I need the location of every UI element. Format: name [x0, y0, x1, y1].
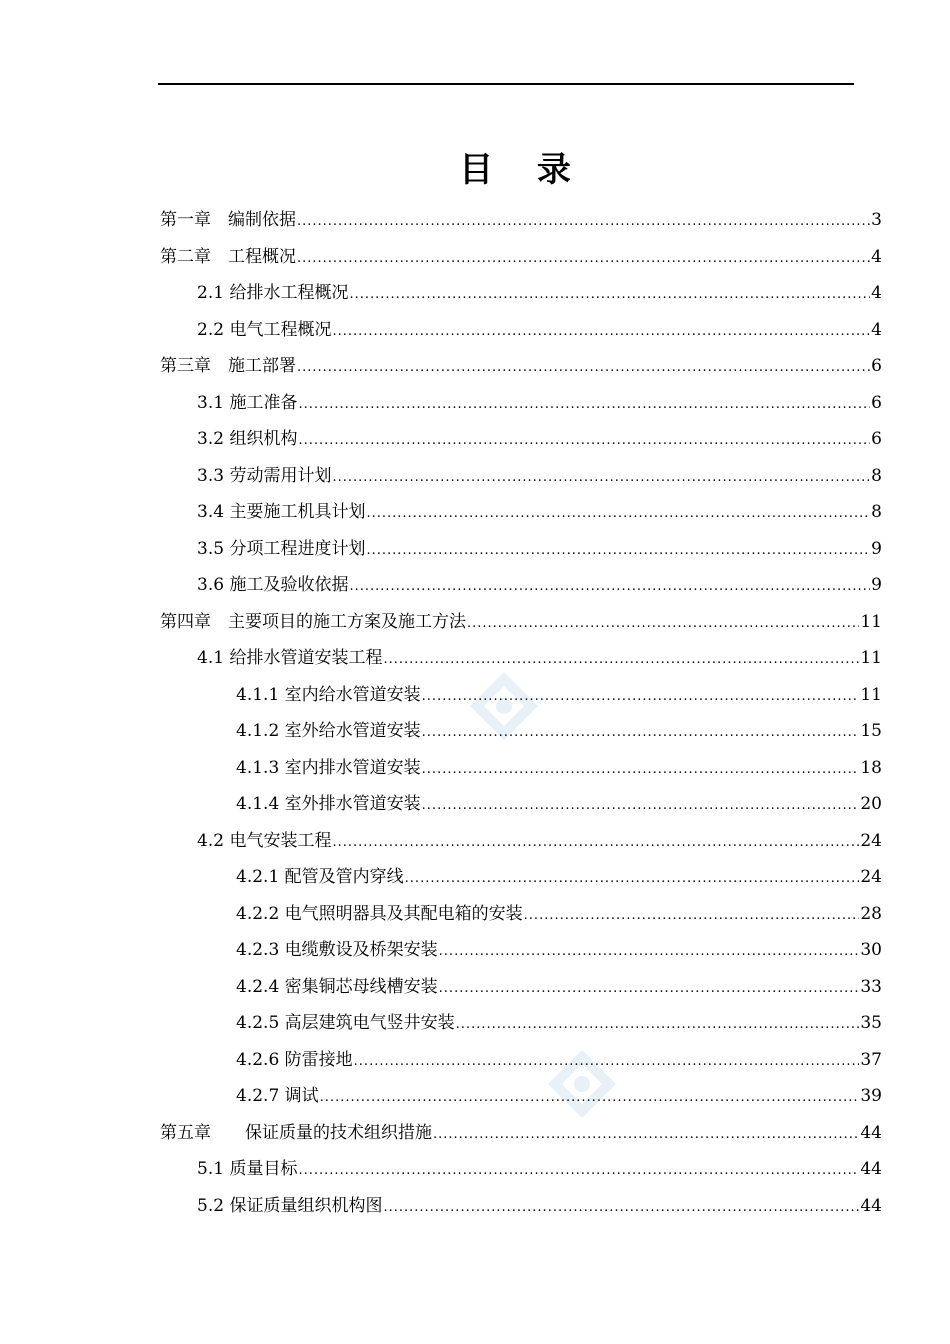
toc-entry-label: 4.1.2 室外给水管道安装	[236, 721, 421, 741]
toc-entry-label: 4.2.4 密集铜芯母线槽安装	[236, 976, 438, 997]
toc-entry-label: 4.2.2 电气照明器具及其配电箱的安装	[236, 903, 523, 924]
toc-entry-page: 15	[860, 721, 882, 741]
toc-entry-label: 4.2.3 电缆敷设及桥架安装	[236, 940, 438, 960]
toc-leader-dots	[456, 1007, 860, 1044]
toc-entry-label: 3.2 组织机构	[197, 429, 298, 449]
toc-entry-page: 37	[860, 1049, 882, 1070]
toc-entry-page: 35	[860, 1013, 882, 1033]
toc-entry-label: 3.3 劳动需用计划	[197, 465, 332, 486]
toc-entry-page: 6	[871, 356, 882, 376]
toc-entry[interactable]	[160, 1115, 882, 1152]
toc-leader-dots	[433, 1117, 859, 1154]
toc-leader-dots	[298, 387, 870, 424]
toc-entry[interactable]	[160, 896, 882, 933]
toc-leader-dots	[297, 241, 870, 278]
toc-leader-dots	[332, 314, 870, 351]
toc-entry-label: 5.2 保证质量组织机构图	[197, 1195, 383, 1216]
toc-leader-dots	[422, 788, 860, 825]
toc-leader-dots	[439, 971, 860, 1008]
toc-leader-dots	[383, 642, 859, 679]
toc-entry[interactable]	[160, 312, 882, 349]
toc-entry[interactable]	[160, 202, 882, 239]
toc-entry[interactable]	[160, 385, 882, 422]
toc-leader-dots	[467, 606, 859, 643]
toc-entry[interactable]	[160, 239, 882, 276]
toc-leader-dots	[439, 934, 860, 971]
toc-entry[interactable]	[160, 932, 882, 969]
toc-entry[interactable]	[160, 640, 882, 677]
toc-entry-label: 4.2.6 防雷接地	[236, 1049, 353, 1070]
toc-entry-page: 4	[871, 319, 882, 340]
page-title: 目 录	[459, 150, 587, 190]
toc-entry[interactable]	[160, 1188, 882, 1225]
toc-entry-label: 3.5 分项工程进度计划	[197, 538, 366, 559]
toc-leader-dots	[405, 861, 860, 898]
toc-leader-dots	[297, 204, 870, 241]
toc-entry[interactable]	[160, 348, 882, 385]
toc-entry[interactable]	[160, 458, 882, 495]
toc-entry[interactable]	[160, 786, 882, 823]
toc-entry-page: 44	[860, 1159, 882, 1179]
toc-entry-page: 6	[871, 429, 882, 449]
toc-entry[interactable]	[160, 1151, 882, 1188]
toc-entry-label: 5.1 质量目标	[197, 1159, 298, 1179]
toc-entry-label: 3.1 施工准备	[197, 392, 298, 413]
toc-entry[interactable]	[160, 823, 882, 860]
toc-entry-label: 第二章 工程概况	[160, 246, 296, 267]
toc-leader-dots	[354, 1044, 860, 1081]
toc-entry-label: 4.2 电气安装工程	[197, 830, 332, 851]
toc-entry-page: 6	[871, 392, 882, 413]
toc-entry-page: 9	[871, 538, 882, 559]
toc-entry-page: 11	[860, 684, 882, 705]
toc-entry[interactable]	[160, 1078, 882, 1115]
header-rule	[158, 83, 854, 85]
toc-entry-label: 4.1 给排水管道安装工程	[197, 648, 383, 668]
toc-entry-label: 4.1.3 室内排水管道安装	[236, 757, 421, 778]
toc-entry-page: 30	[860, 940, 882, 960]
toc-entry[interactable]	[160, 604, 882, 641]
toc-entry[interactable]	[160, 1005, 882, 1042]
toc-entry[interactable]	[160, 677, 882, 714]
toc-entry[interactable]	[160, 421, 882, 458]
toc-entry[interactable]	[160, 1042, 882, 1079]
table-of-contents	[160, 202, 882, 1224]
toc-entry-page: 11	[860, 648, 882, 668]
toc-entry-page: 44	[860, 1195, 882, 1216]
toc-leader-dots	[332, 460, 870, 497]
toc-entry-page: 24	[860, 867, 882, 887]
toc-entry-label: 4.2.5 高层建筑电气竖井安装	[236, 1013, 455, 1033]
toc-entry-page: 4	[871, 283, 882, 303]
toc-entry-page: 24	[860, 830, 882, 851]
toc-leader-dots	[298, 1153, 859, 1190]
toc-leader-dots	[349, 277, 870, 314]
toc-entry-page: 4	[871, 246, 882, 267]
toc-entry-label: 第一章 编制依据	[160, 210, 296, 230]
toc-entry-label: 4.2.1 配管及管内穿线	[236, 867, 404, 887]
toc-entry-label: 2.2 电气工程概况	[197, 319, 332, 340]
toc-leader-dots	[366, 533, 870, 570]
toc-entry-label: 3.4 主要施工机具计划	[197, 502, 366, 522]
toc-entry-page: 28	[860, 903, 882, 924]
toc-entry[interactable]	[160, 275, 882, 312]
toc-leader-dots	[297, 350, 870, 387]
toc-entry-label: 4.1.4 室外排水管道安装	[236, 794, 421, 814]
toc-entry-page: 20	[860, 794, 882, 814]
toc-leader-dots	[422, 715, 860, 752]
toc-entry-page: 8	[871, 465, 882, 486]
toc-leader-dots	[349, 569, 870, 606]
toc-entry-label: 4.2.7 调试	[236, 1086, 319, 1106]
toc-entry-label: 第三章 施工部署	[160, 356, 296, 376]
toc-leader-dots	[332, 825, 859, 862]
toc-entry-label: 2.1 给排水工程概况	[197, 283, 349, 303]
toc-entry-page: 33	[860, 976, 882, 997]
toc-leader-dots	[298, 423, 870, 460]
toc-entry[interactable]	[160, 494, 882, 531]
toc-entry-page: 18	[860, 757, 882, 778]
toc-entry[interactable]	[160, 567, 882, 604]
toc-entry[interactable]	[160, 969, 882, 1006]
toc-leader-dots	[320, 1080, 860, 1117]
toc-entry-label: 4.1.1 室内给水管道安装	[236, 684, 421, 705]
toc-entry[interactable]	[160, 750, 882, 787]
toc-entry[interactable]	[160, 531, 882, 568]
toc-leader-dots	[366, 496, 870, 533]
toc-entry[interactable]	[160, 859, 882, 896]
toc-entry-page: 9	[871, 575, 882, 595]
toc-entry[interactable]	[160, 713, 882, 750]
toc-entry-page: 11	[860, 611, 882, 632]
toc-entry-page: 44	[860, 1122, 882, 1143]
toc-leader-dots	[422, 752, 860, 789]
toc-entry-label: 3.6 施工及验收依据	[197, 575, 349, 595]
toc-entry-page: 39	[860, 1086, 882, 1106]
toc-entry-label: 第四章 主要项目的施工方案及施工方法	[160, 611, 466, 632]
toc-entry-label: 第五章 保证质量的技术组织措施	[160, 1122, 432, 1143]
toc-entry-page: 8	[871, 502, 882, 522]
toc-leader-dots	[422, 679, 860, 716]
toc-leader-dots	[383, 1190, 859, 1227]
toc-leader-dots	[524, 898, 860, 935]
toc-entry-page: 3	[871, 210, 882, 230]
